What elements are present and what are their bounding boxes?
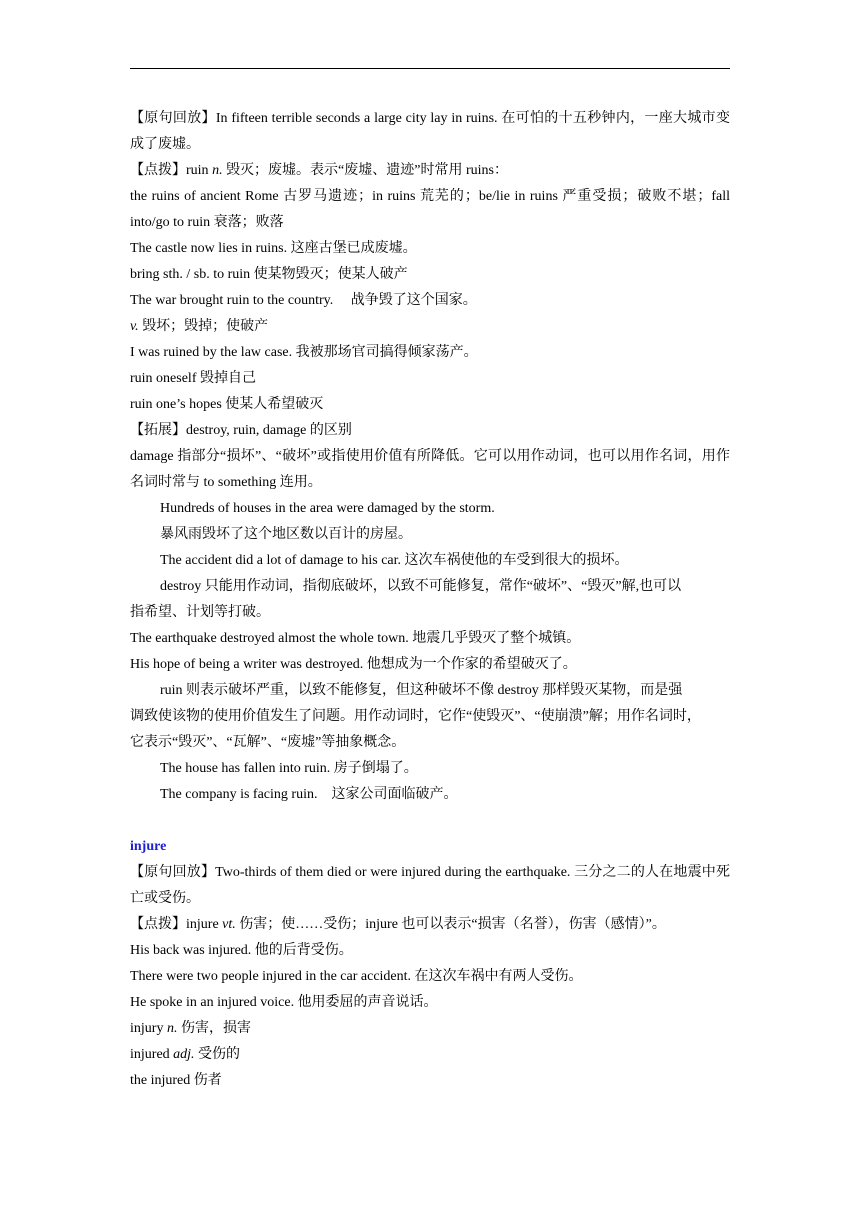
damage-example: The accident did a lot of damage to his car. 这次车祸使他的车受到很大的损坏。 <box>160 553 629 568</box>
ruin-comparison: 调致使该物的使用价值发生了问题。用作动词时，它作“使毁灭”、“使崩溃”解；用作名词时， <box>130 709 701 724</box>
extension-title: 【拓展】destroy, ruin, damage 的区别 <box>130 423 352 438</box>
ruin-verb-definition: v. 毁坏；毁掉；使破产 <box>130 319 269 334</box>
destroy-example: His hope of being a writer was destroyed. 他想成为一个作家的希望破灭了。 <box>130 657 577 672</box>
ruin-original-sentence: 【原句回放】In fifteen terrible seconds a large city lay in ruins. 在可怕的十五秒钟内，一座大城市变成了废墟。 <box>130 111 730 152</box>
injure-heading: injure <box>130 839 167 854</box>
ruin-tip: 【点拨】ruin n. 毁灭；废墟。表示“废墟、遗迹”时常用 ruins： <box>130 163 508 178</box>
injury-noun: injury n. 伤害，损害 <box>130 1021 251 1036</box>
header-rule <box>130 68 730 69</box>
ruin-example: I was ruined by the law case. 我被那场官司搞得倾家荡产。 <box>130 345 478 360</box>
ruin-example: The castle now lies in ruins. 这座古堡已成废墟。 <box>130 241 417 256</box>
damage-example-translation: 暴风雨毁坏了这个地区数以百计的房屋。 <box>160 527 412 542</box>
injured-adjective: injured adj. 受伤的 <box>130 1047 241 1062</box>
injure-original-sentence: 【原句回放】Two-thirds of them died or were injured during the earthquake. 三分之二的人在地震中死亡或受伤。 <box>130 865 730 906</box>
ruin-comparison: ruin 则表示破坏严重，以致不能修复，但这种破坏不像 destroy 那样毁灭某物，而是强 <box>160 683 683 698</box>
destroy-definition: destroy 只能用作动词，指彻底破坏，以致不可能修复，常作“破坏”、“毁灭”解,也可以 <box>160 579 682 594</box>
the-injured-phrase: the injured 伤者 <box>130 1073 222 1088</box>
ruin-example: The war brought ruin to the country. 战争毁了这个国家。 <box>130 293 477 308</box>
ruin-phrase: ruin one’s hopes 使某人希望破灭 <box>130 397 324 412</box>
ruin-comparison-example: The company is facing ruin. 这家公司面临破产。 <box>160 787 458 802</box>
ruin-phrase: ruin oneself 毁掉自己 <box>130 371 256 386</box>
ruin-phrases: the ruins of ancient Rome 古罗马遗迹；in ruins 荒芜的；be/lie in ruins 严重受损；破败不堪；fall into/go to ruin 衰落；败落 <box>130 189 730 230</box>
injure-example: His back was injured. 他的后背受伤。 <box>130 943 353 958</box>
damage-example: Hundreds of houses in the area were damaged by the storm. <box>160 501 495 516</box>
damage-definition: damage 指部分“损坏”、“破坏”或指使用价值有所降低。它可以用作动词，也可以用作名词，用作名词时常与 to something 连用。 <box>130 449 730 490</box>
destroy-example: The earthquake destroyed almost the whole town. 地震几乎毁灭了整个城镇。 <box>130 631 581 646</box>
injure-example: He spoke in an injured voice. 他用委屈的声音说话。 <box>130 995 438 1010</box>
injure-tip: 【点拨】injure vt. 伤害；使……受伤；injure 也可以表示“损害（名誉），伤害（感情）”。 <box>130 917 666 932</box>
ruin-phrase: bring sth. / sb. to ruin 使某物毁灭；使某人破产 <box>130 267 408 282</box>
section-spacer <box>130 808 730 834</box>
document-body <box>130 106 730 1094</box>
destroy-definition: 指希望、计划等打破。 <box>130 605 270 620</box>
ruin-comparison: 它表示“毁灭”、“瓦解”、“废墟”等抽象概念。 <box>130 735 406 750</box>
injure-example: There were two people injured in the car accident. 在这次车祸中有两人受伤。 <box>130 969 583 984</box>
ruin-comparison-example: The house has fallen into ruin. 房子倒塌了。 <box>160 761 418 776</box>
